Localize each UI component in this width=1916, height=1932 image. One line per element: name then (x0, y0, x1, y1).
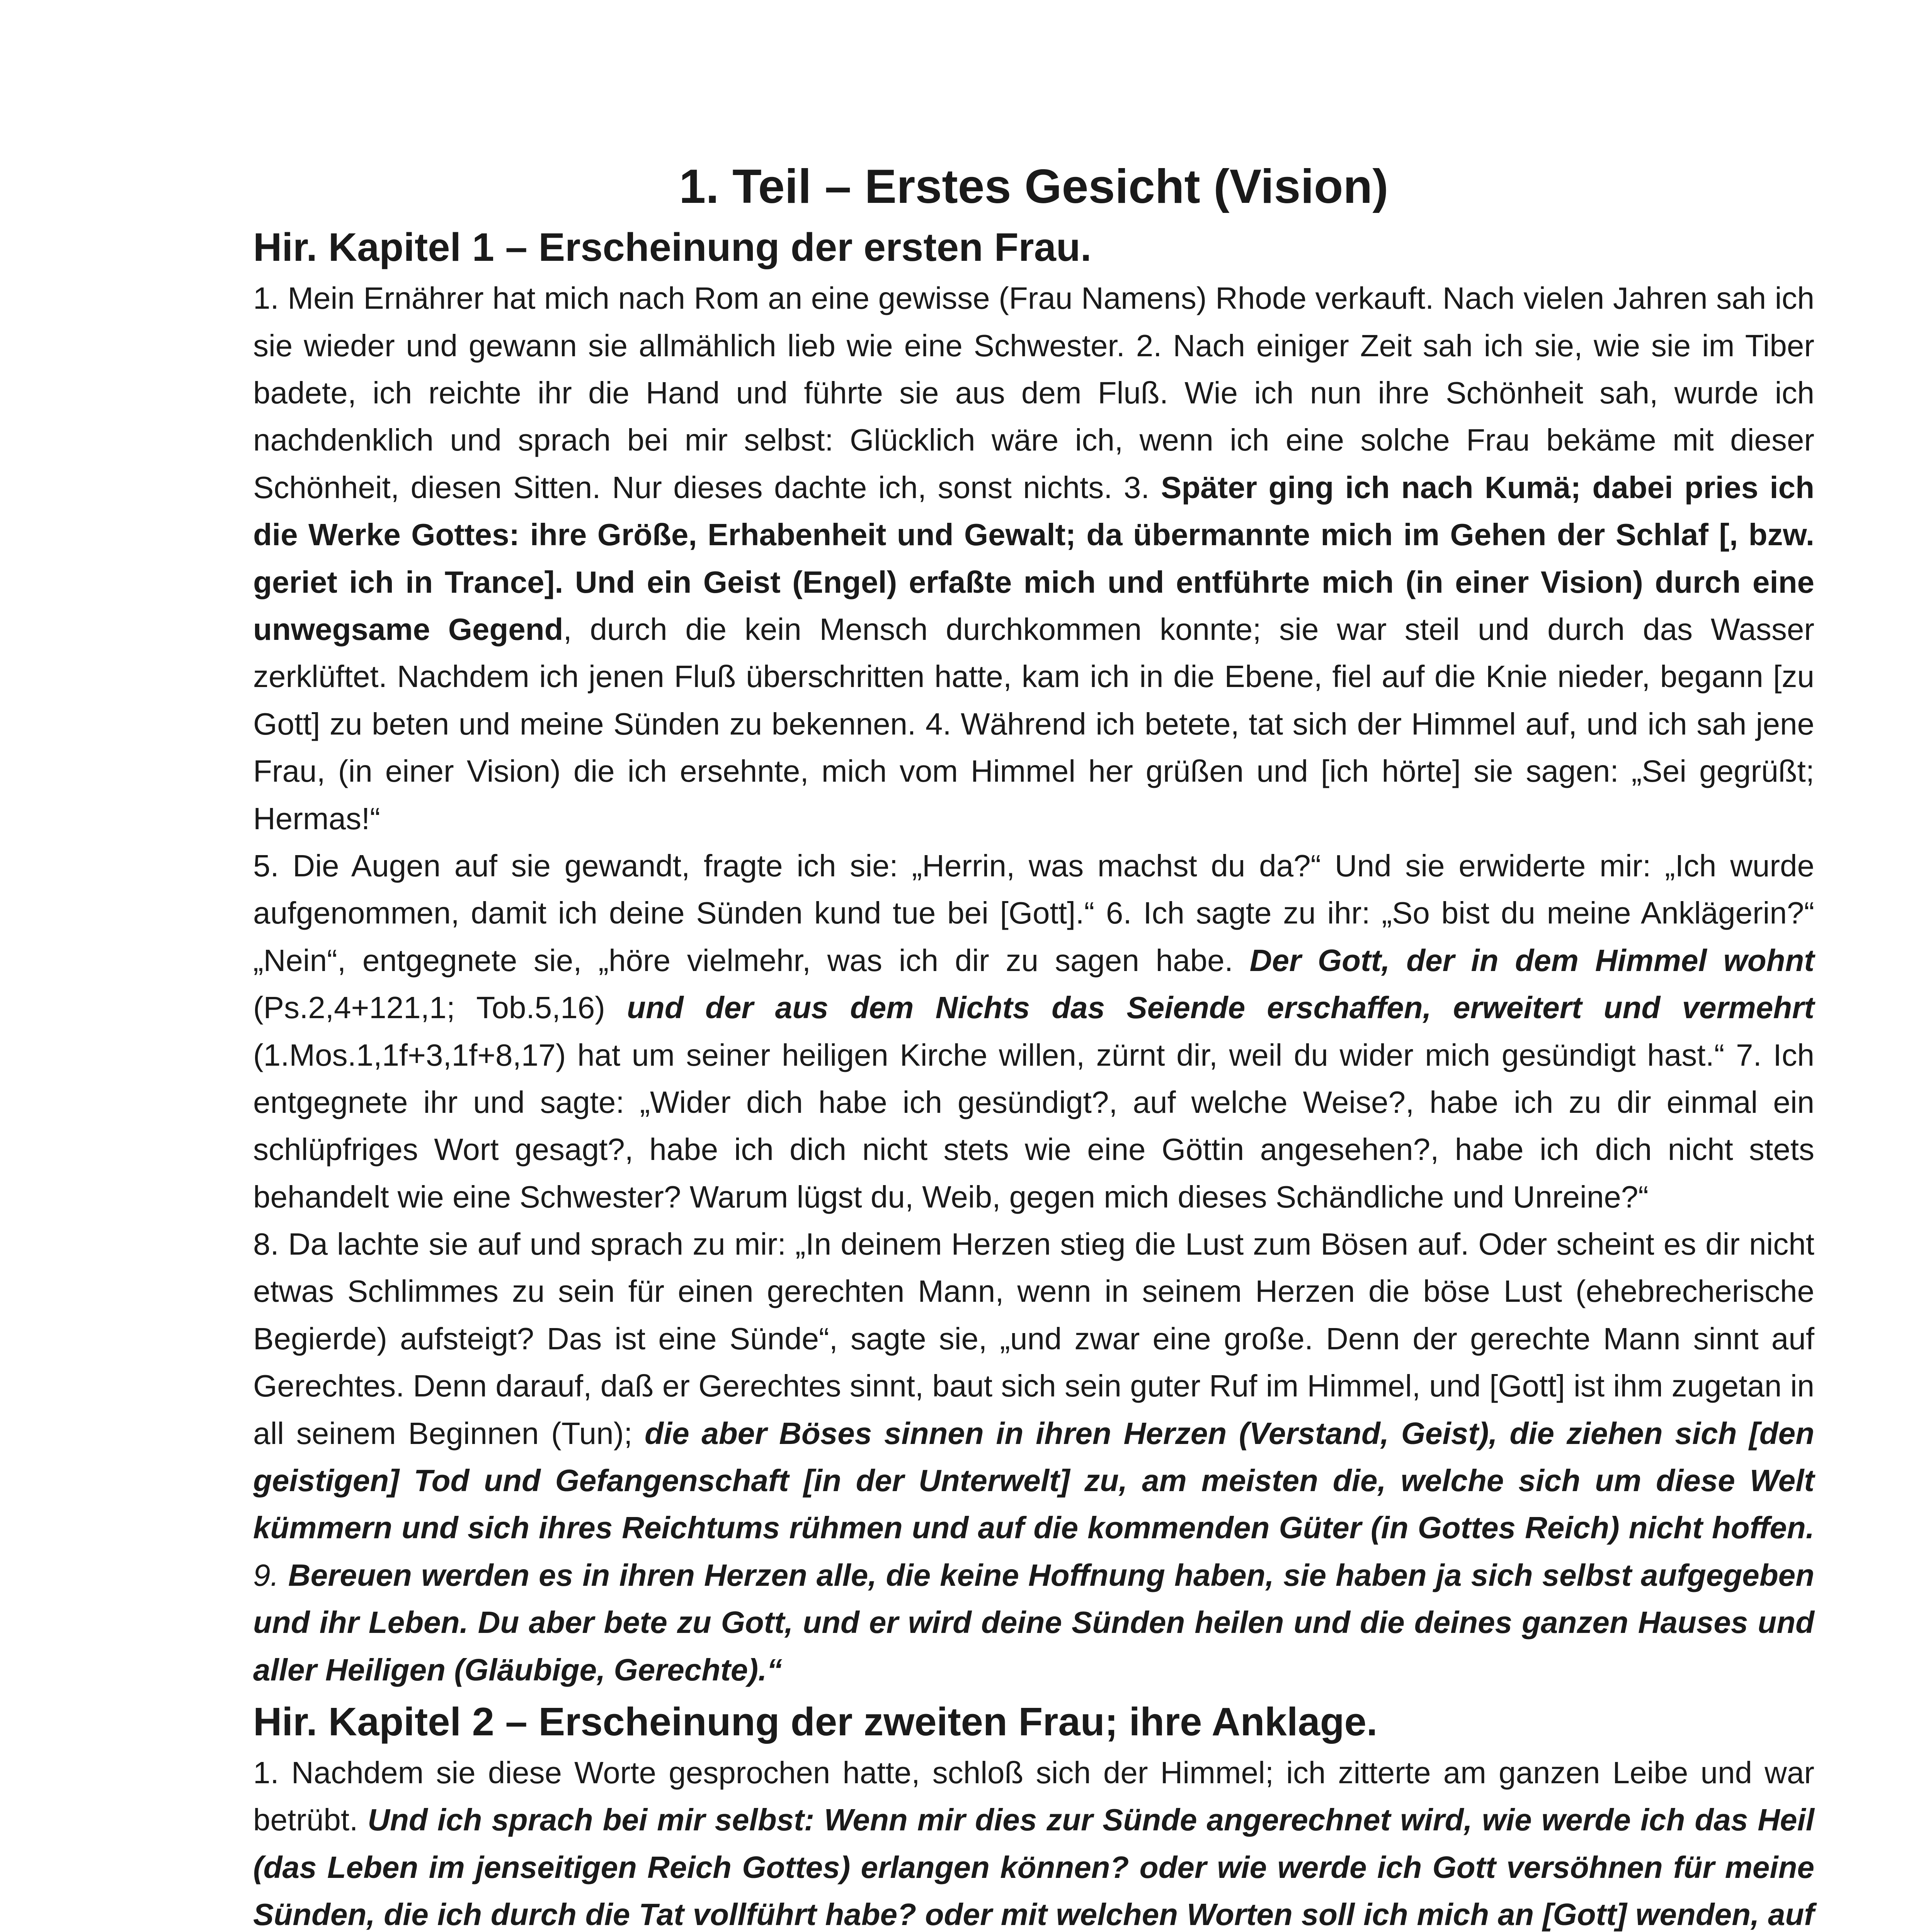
text-run: (Ps.2,4+121,1; Tob.5,16) (253, 990, 627, 1025)
chapter-1-paragraph-3 (253, 1221, 1814, 1694)
text-run: Der Gott, der in dem Himmel wohnt (1249, 943, 1814, 978)
chapter-2-paragraph-1 (253, 1749, 1814, 1932)
text-run: die aber Böses sinnen in ihren Herzen (Verstand, Geist), die ziehen sich [den geistigen] Tod und Gefangenschaft [in der Unterwelt] zu, am meisten die, welche sich um diese Welt kümmern und sich ihres Reichtums rühmen und auf die kommenden Güter (in Gottes Reich) nicht hoffen. (253, 1416, 1814, 1545)
chapter-1-heading: Hir. Kapitel 1 – Erscheinung der ersten Frau. (253, 225, 1092, 270)
chapter-1-paragraph-2 (253, 842, 1814, 1221)
text-run: 8. Da lachte sie auf und sprach zu mir: „In deinem Herzen stieg die Lust zum Bösen auf. Oder scheint es dir nicht etwas Schlimmes zu sein für einen gerechten Mann, wenn in seinem Herzen die böse Lust (ehebrecherische Begierde) aufsteigt? Das ist eine Sünde“, sagte sie, „und zwar eine große. Denn der gerechte Mann sinnt auf Gerechtes. Denn darauf, daß er Gerechtes sinnt, baut sich sein guter Ruf im Himmel, und [Gott] ist ihm zugetan in all seinem Beginnen (Tun); (253, 1227, 1814, 1451)
chapter-1-paragraph-1 (253, 275, 1814, 842)
text-run: (1.Mos.1,1f+3,1f+8,17) hat um seiner heiligen Kirche willen, zürnt dir, weil du wider mich gesündigt hast.“ 7. Ich entgegnete ihr und sagte: „Wider dich habe ich gesündigt?, auf welche Weise?, habe ich zu dir einmal ein schlüpfriges Wort gesagt?, habe ich dich nicht stets wie eine Göttin angesehen?, habe ich dich nicht stets behandelt wie eine Schwester? Warum lügst du, Weib, gegen mich dieses Schändliche und Unreine?“ (253, 1037, 1814, 1214)
text-run: Und ich sprach bei mir selbst: Wenn mir dies zur Sünde angerechnet wird, wie werde ich das Heil (das Leben im jenseitigen Reich Gottes) erlangen können? oder wie werde ich Gott versöhnen für meine Sünden, die ich durch die Tat vollführt habe? oder mit welchen Worten soll ich mich an [Gott] wenden, auf (253, 1803, 1815, 1932)
text-run: Bereuen werden es in ihren Herzen alle, die keine Hoffnung haben, sie haben ja sich selbst aufgegeben und ihr Leben. Du aber bete zu Gott, und er wird deine Sünden heilen und die deines ganzen Hauses und aller Heiligen (Gläubige, Gerechte).“ (253, 1558, 1814, 1687)
document-page (253, 155, 1814, 1932)
text-run: Später ging ich nach Kumä; dabei pries ich die Werke Gottes: ihre Größe, Erhabenheit und Gewalt; da übermannte mich im Gehen der Schlaf [, bzw. geriet ich in Trance]. Und ein Geist (Engel) erfaßte mich und entführte mich (in einer Vision) durch eine unwegsame Gegend (253, 470, 1814, 647)
text-run: 5. Die Augen auf sie gewandt, fragte ich sie: „Herrin, was machst du da?“ Und sie erwiderte mir: „Ich wurde aufgenommen, damit ich deine Sünden kund tue bei [Gott].“ 6. Ich sagte zu ihr: „So bist du meine Anklägerin?“ „Nein“, entgegnete sie, „höre vielmehr, was ich dir zu sagen habe. (253, 848, 1814, 978)
text-run: 9. (253, 1558, 288, 1592)
text-run: , durch die kein Mensch durchkommen konnte; sie war steil und durch das Wasser zerklüftet. Nachdem ich jenen Fluß überschritten hatte, kam ich in die Ebene, fiel auf die Knie nieder, begann [zu Gott] zu beten und meine Sünden zu bekennen. 4. Während ich betete, tat sich der Himmel auf, und ich sah jene Frau, (in einer Vision) die ich ersehnte, mich vom Himmel her grüßen und [ich hörte] sie sagen: „Sei gegrüßt; Hermas!“ (253, 612, 1814, 836)
text-run: 1. Nachdem sie diese Worte gesprochen hatte, schloß sich der Himmel; ich zitterte am ganzen Leibe und war betrübt. (253, 1755, 1814, 1837)
document-title: 1. Teil – Erstes Gesicht (Vision) (679, 160, 1389, 213)
chapter-2-heading: Hir. Kapitel 2 – Erscheinung der zweiten Frau; ihre Anklage. (253, 1699, 1378, 1744)
text-run: 1. Mein Ernährer hat mich nach Rom an eine gewisse (Frau Namens) Rhode verkauft. Nach vielen Jahren sah ich sie wieder und gewann sie allmählich lieb wie eine Schwester. 2. Nach einiger Zeit sah ich sie, wie sie im Tiber badete, ich reichte ihr die Hand und führte sie aus dem Fluß. Wie ich nun ihre Schönheit sah, wurde ich nachdenklich und sprach bei mir selbst: Glücklich wäre ich, wenn ich eine solche Frau bekäme mit dieser Schönheit, diesen Sitten. Nur dieses dachte ich, sonst nichts. 3. (253, 281, 1814, 505)
text-run: und der aus dem Nichts das Seiende erschaffen, erweitert und vermehrt (627, 990, 1814, 1025)
